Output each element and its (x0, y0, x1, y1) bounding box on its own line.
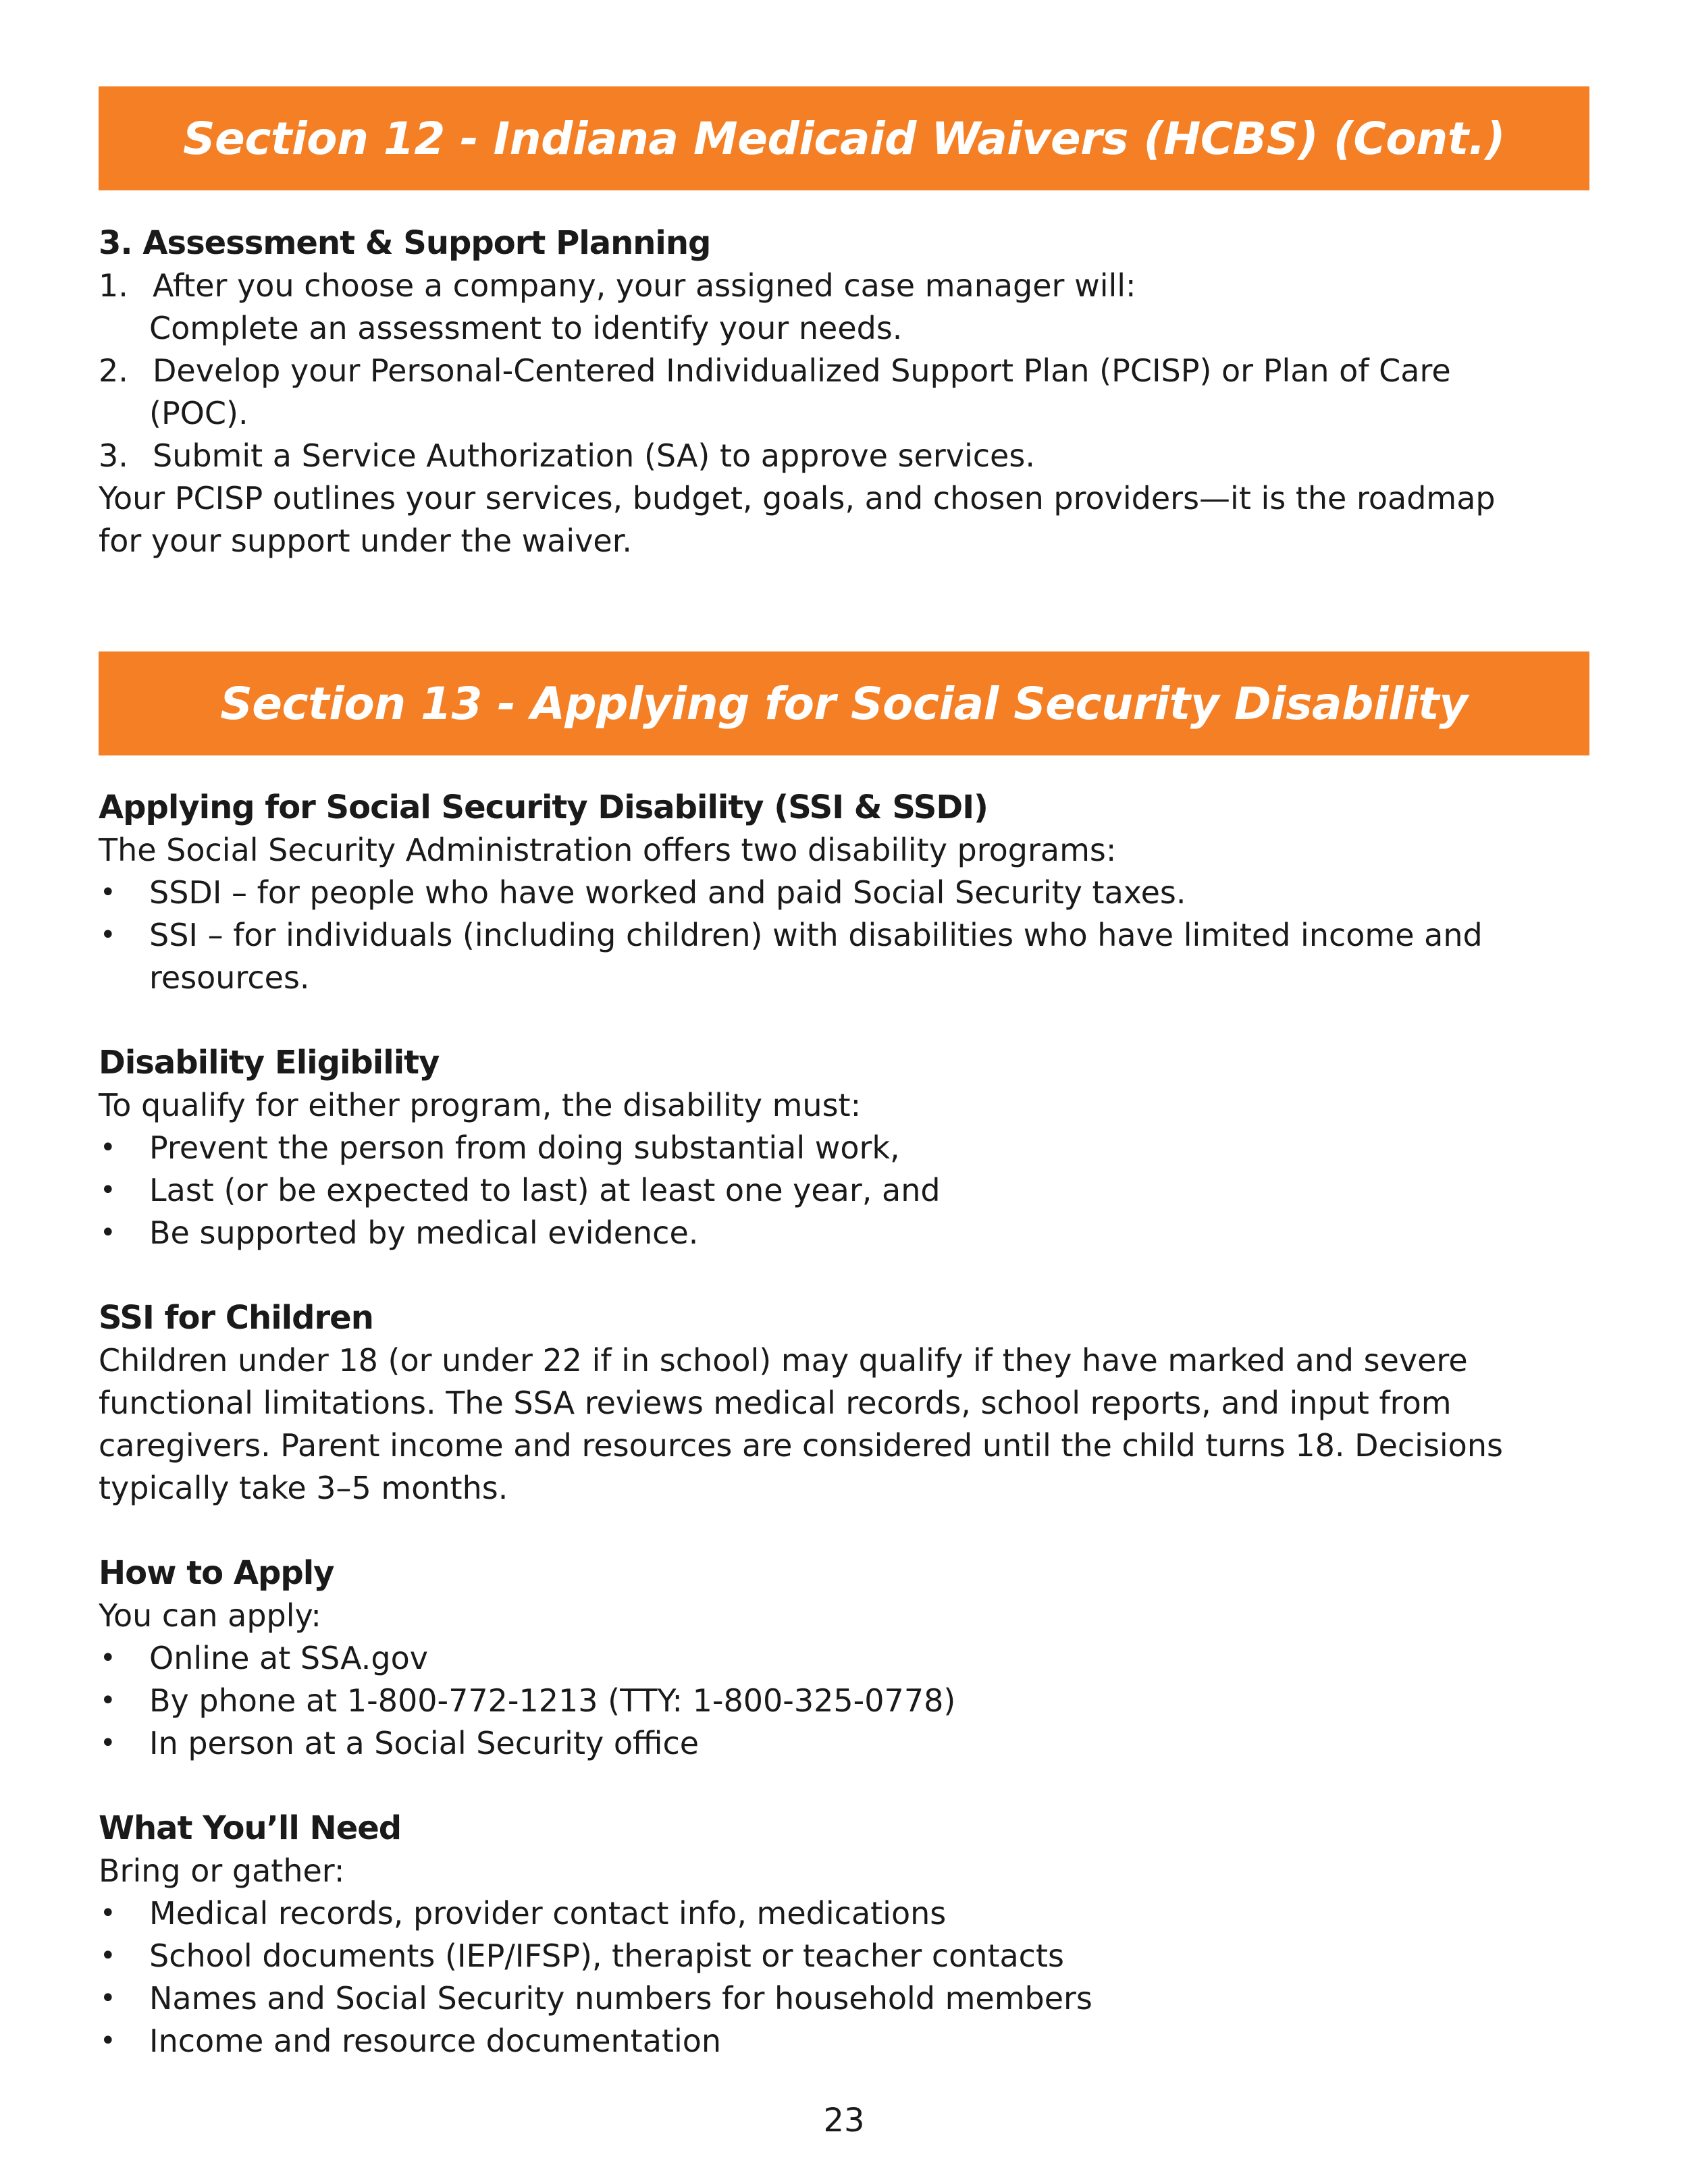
bullet-text: Prevent the person from doing substantial work, (149, 1129, 900, 1166)
bullet-text: By phone at 1-800-772-1213 (TTY: 1-800-325-0778) (149, 1682, 956, 1719)
bullet-icon: • (100, 2025, 116, 2056)
bullet-icon: • (100, 1983, 116, 2014)
numbered-item (99, 435, 1604, 477)
bullet-text: Income and resource documentation (149, 2023, 722, 2059)
bullet-icon: • (100, 1643, 116, 1674)
children-text-line: typically take 3–5 months. (99, 1470, 508, 1506)
section-12-content (99, 222, 1604, 562)
bullet-item (99, 1127, 1604, 1169)
bullet-text: In person at a Social Security office (149, 1725, 700, 1761)
children-text-line: caregivers. Parent income and resources are considered until the child turns 18. Decisions (99, 1427, 1503, 1464)
bullet-text: Online at SSA.gov (149, 1640, 428, 1676)
page-number: 23 (823, 2102, 865, 2139)
bullet-item (99, 1892, 1604, 1935)
item-text: Submit a Service Authorization (SA) to approve services. (153, 437, 1035, 474)
eligibility-heading: Disability Eligibility (99, 1044, 440, 1082)
section-12-banner: Section 12 - Indiana Medicaid Waivers (HCBS) (Cont.) (99, 86, 1589, 190)
item-text-continued: (POC). (149, 395, 248, 431)
item-text: After you choose a company, your assigned case manager will: (153, 267, 1136, 304)
bullet-text: Names and Social Security numbers for household members (149, 1980, 1092, 2017)
bullet-item (99, 2020, 1604, 2062)
bullet-icon: • (100, 1175, 116, 1206)
ssi-ssdi-heading: Applying for Social Security Disability (SSI & SSDI) (99, 789, 988, 826)
item-number: 3. (99, 437, 128, 474)
bullet-text: Be supported by medical evidence. (149, 1215, 699, 1251)
bullet-item (99, 1935, 1604, 1977)
need-text: Bring or gather: (99, 1853, 345, 1889)
bullet-item (99, 1169, 1604, 1212)
bullet-text: SSDI – for people who have worked and paid Social Security taxes. (149, 874, 1186, 911)
ssa-intro-text: The Social Security Administration offers two disability programs: (99, 832, 1117, 868)
bullet-icon: • (100, 1685, 116, 1716)
what-you-need-heading: What You’ll Need (99, 1809, 402, 1847)
bullet-item (99, 1212, 1604, 1254)
bullet-item (99, 1977, 1604, 2020)
bullet-icon: • (100, 1132, 116, 1163)
item-text: Develop your Personal-Centered Individualized Support Plan (PCISP) or Plan of Care (153, 352, 1451, 389)
bullet-icon: • (100, 1898, 116, 1929)
bullet-item (99, 914, 1604, 999)
bullet-icon: • (100, 877, 116, 908)
ssi-children-heading: SSI for Children (99, 1299, 373, 1337)
section-13-content (99, 787, 1604, 2062)
bullet-text: Medical records, provider contact info, medications (149, 1895, 947, 1932)
bullet-text: SSI – for individuals (including children) with disabilities who have limited income and (149, 917, 1483, 953)
bullet-item (99, 1722, 1604, 1765)
bullet-icon: • (100, 1728, 116, 1759)
bullet-item (99, 1680, 1604, 1722)
bullet-icon: • (100, 1217, 116, 1248)
pcisp-paragraph-continued: for your support under the waiver. (99, 523, 633, 559)
numbered-item (99, 350, 1604, 435)
bullet-text-continued: resources. (149, 959, 310, 996)
bullet-text: Last (or be expected to last) at least one year, and (149, 1172, 941, 1208)
how-to-apply-heading: How to Apply (99, 1554, 334, 1592)
bullet-text: School documents (IEP/IFSP), therapist or teacher contacts (149, 1938, 1064, 1974)
children-text-line: Children under 18 (or under 22 if in school) may qualify if they have marked and severe (99, 1342, 1468, 1379)
assessment-heading: 3. Assessment & Support Planning (99, 224, 711, 262)
item-number: 2. (99, 352, 128, 389)
item-number: 1. (99, 267, 128, 304)
pcisp-paragraph: Your PCISP outlines your services, budget, goals, and chosen providers—it is the roadmap (99, 480, 1496, 516)
bullet-icon: • (100, 1940, 116, 1971)
bullet-icon: • (100, 920, 116, 951)
eligibility-text: To qualify for either program, the disability must: (99, 1087, 862, 1123)
apply-text: You can apply: (99, 1597, 321, 1634)
children-text-line: functional limitations. The SSA reviews medical records, school reports, and input from (99, 1385, 1452, 1421)
item-text-continued: Complete an assessment to identify your needs. (149, 310, 903, 346)
bullet-item (99, 1637, 1604, 1680)
numbered-item (99, 265, 1604, 350)
section-13-banner: Section 13 - Applying for Social Security Disability (99, 651, 1589, 755)
bullet-item (99, 872, 1604, 914)
